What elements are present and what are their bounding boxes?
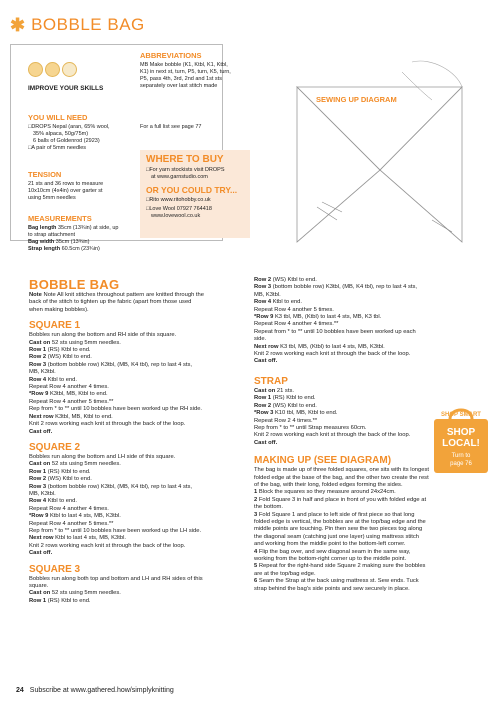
pattern-line: Row 4 Ktbl to end. xyxy=(29,376,78,383)
left-column xyxy=(29,277,257,605)
pattern-line: 3 Fold Square 1 and place to left side of first piece so that long xyxy=(254,511,415,518)
intro-line: Note Note All knit stitches throughout pattern are knitted through the xyxy=(29,292,204,298)
square1-heading: SQUARE 1 xyxy=(29,320,81,332)
intro-line: when making bobbles). xyxy=(29,306,89,313)
page-title: BOBBLE BAG xyxy=(31,15,145,34)
square2-heading: SQUARE 2 xyxy=(29,441,81,453)
page-footer xyxy=(16,687,174,694)
diagram-bottom-lines xyxy=(297,170,462,242)
square2-body xyxy=(29,454,257,558)
stockist-line: at www.garnstudio.com xyxy=(151,174,208,180)
need-line: 35% alpaca, 50g/75m) xyxy=(33,131,89,137)
pattern-line: Row 3 (bottom bobble row) K3tbl, (MB, K4 tbl), rep to last 4 sts, xyxy=(29,483,193,490)
diagram-needle-line xyxy=(402,72,432,100)
pattern-line: Cast off. xyxy=(254,439,278,446)
stockist-line: □For yarn stockists visit DROPS xyxy=(146,167,225,173)
diagram-title: SEWING UP DIAGRAM xyxy=(316,95,397,104)
diagram-strap-curve xyxy=(412,61,462,87)
pattern-line: Row 2 (WS) Ktbl to end. xyxy=(29,476,92,483)
skill-dot-icon xyxy=(45,62,60,77)
abbr-line: P5, pass 4th, 3rd, 2nd and 1st sts xyxy=(140,76,222,82)
making-up-heading: MAKING UP (SEE DIAGRAM) xyxy=(254,455,392,467)
pattern-line: the diagonal seam (catching just one layer) using mattress stitch xyxy=(254,533,419,540)
intro-line: back of the stitch to tighten up the fabric (apart from those used xyxy=(29,299,192,306)
abbreviations-section xyxy=(140,51,260,90)
pattern-line: are at the top/bag edge. xyxy=(254,570,316,577)
pattern-line: the bottom. xyxy=(254,504,284,511)
abbr-line: MB Make bobble (K1, Ktbl, K1, Ktbl, xyxy=(140,62,228,68)
pattern-line: Knit 2 rows working each knit st through the back of the loop. xyxy=(254,351,411,358)
tension-section xyxy=(28,170,138,202)
tension-heading: TENSION xyxy=(28,170,62,179)
pattern-line: folded edge at the base of the bag, and the other two create the rest xyxy=(254,474,429,481)
need-line: □DROPS Nepal (aran, 65% wool, xyxy=(28,124,110,130)
pattern-line: 2 Fold Square 3 in half and place in front of you with folded edge at xyxy=(254,496,427,503)
pattern-line: Bobbles run along both top and bottom and LH and RH sides of this xyxy=(29,575,203,582)
pattern-line: strap behind the bag's side points and sew securely in place. xyxy=(254,585,410,592)
pattern-line: Bobbles run along the bottom and LH side of this square. xyxy=(29,453,176,460)
pattern-line: of the bag, with their long, folded edges forming the sides. xyxy=(254,481,403,488)
pattern-line: Cast on 52 sts using 5mm needles. xyxy=(29,339,121,346)
pattern-line: Next row K3 tbl, MB, (Ktbl) to last 4 sts, MB, K3tbl. xyxy=(254,343,385,350)
pattern-line: Knit 2 rows working each knit st through the back of the loop. xyxy=(29,542,186,549)
pattern-line: Row 2 (WS) Ktbl to end. xyxy=(254,402,317,409)
square1-body xyxy=(29,332,257,436)
measure-line: to strap attachment xyxy=(28,232,76,238)
square3-body xyxy=(29,576,257,606)
pattern-line: 4 Flip the bag over, and sew diagonal seam in the same way, xyxy=(254,548,411,555)
strap-heading: STRAP xyxy=(254,375,288,387)
pattern-line: MB, K3tbl. xyxy=(29,490,56,497)
pattern-line: Repeat Row 4 another 4 times.** xyxy=(254,321,339,328)
pattern-line: and working from the middle point to the bottom-left corner. xyxy=(254,541,406,548)
pattern-line: Cast off. xyxy=(29,428,53,435)
pattern-line: Next row Ktbl to last 4 sts, MB, K3tbl. xyxy=(29,535,126,542)
pattern-line: 1 Block the squares so they measure around 24x24cm. xyxy=(254,489,396,496)
pattern-line: Next row K3tbl, MB, Ktbl to end. xyxy=(29,413,113,420)
pattern-line: *Row 9 K3 tbl, MB, (Ktbl) to last 4 sts, MB, K3 tbl. xyxy=(254,314,382,321)
pattern-line: Repeat Row 4 another 5 times. xyxy=(254,306,334,313)
diagram-left-triangle xyxy=(297,87,380,242)
page-number: 24 xyxy=(16,687,24,694)
pattern-line: Repeat Row 4 another 4 times. xyxy=(29,505,109,512)
you-will-need-section xyxy=(28,113,138,152)
pattern-line: Row 2 (WS) Ktbl to end. xyxy=(254,277,317,283)
badge-line1: SHOP SMART xyxy=(441,412,481,418)
pattern-heading: BOBBLE BAG xyxy=(29,277,120,292)
pattern-line: 5 Repeat for the right-hand side Square 2 making sure the bobbles xyxy=(254,563,426,570)
pattern-line: MB, K3tbl. xyxy=(254,291,281,298)
pattern-line: The bag is made up of three folded squares, one sits with its longest xyxy=(254,467,429,474)
pattern-line: Cast on 21 sts. xyxy=(254,387,294,394)
star-icon: ✱ xyxy=(10,14,26,35)
measure-line: Bag width 35cm (13¾in) xyxy=(28,239,90,245)
measurements-section xyxy=(28,214,138,253)
shop-local-badge xyxy=(430,405,492,475)
pattern-line: Row 4 Ktbl to end. xyxy=(29,498,78,505)
where-to-buy-box xyxy=(140,150,250,238)
abbreviations-see-note: For a full list see page 77 xyxy=(140,124,202,130)
pattern-line: *Row 9 K3tbl, MB, Ktbl to end. xyxy=(29,391,108,398)
measurements-heading: MEASUREMENTS xyxy=(28,214,92,223)
pattern-line: Row 1 (RS) Ktbl to end. xyxy=(254,395,316,402)
pattern-line: Rep from * to ** until 10 bobbles have been worked up the RH side. xyxy=(29,406,203,413)
pattern-line: Repeat Row 4 another 5 times.** xyxy=(29,520,114,527)
tension-line: 21 sts and 36 rows to measure xyxy=(28,181,104,187)
skills-label: IMPROVE YOUR SKILLS xyxy=(28,85,104,92)
badge-line5: page 76 xyxy=(450,461,472,467)
pattern-line: Cast on 52 sts using 5mm needles. xyxy=(29,461,121,468)
pattern-line: square. xyxy=(29,583,49,589)
abbr-line: separately over last stitch made xyxy=(140,83,218,89)
skill-level-indicator xyxy=(28,62,77,77)
stockist-line: □Rito www.ritohobby.co.uk xyxy=(146,197,211,203)
pattern-line: Row 3 (bottom bobble row) K3tbl, (MB, K4 tbl), rep to last 4 sts, xyxy=(29,361,193,368)
pattern-line: Row 1 (RS) Ktbl to end. xyxy=(29,468,91,475)
pattern-line: Cast on 52 sts using 5mm needles. xyxy=(29,590,121,597)
badge-line3: LOCAL! xyxy=(442,438,480,449)
pattern-line: MB, K3tbl. xyxy=(29,369,56,376)
tension-line: 10x10cm (4x4in) over garter st xyxy=(28,188,103,194)
pattern-line: Row 2 (WS) Ktbl to end. xyxy=(29,354,92,361)
pattern-line: Repeat from * to ** until 10 bobbles have been worked up each xyxy=(254,328,416,335)
pattern-line: Row 3 (bottom bobble row) K3tbl, (MB, K4 tbl), rep to last 4 sts, xyxy=(254,284,418,291)
subscribe-link[interactable]: Subscribe at www.gathered.how/simplyknitting xyxy=(29,687,174,694)
sewing-up-diagram xyxy=(262,52,500,252)
could-try-heading: OR YOU COULD TRY... xyxy=(146,185,238,195)
diagram-stitch-marks xyxy=(317,202,342,220)
stockist-line: www.lovewool.co.uk xyxy=(151,213,201,219)
need-line: 6 balls of Goldenrod (2923) xyxy=(33,138,100,144)
skill-dot-icon xyxy=(62,62,77,77)
pattern-line: Cast off. xyxy=(254,358,278,365)
skill-dot-icon xyxy=(28,62,43,77)
square3-heading: SQUARE 3 xyxy=(29,563,81,575)
where-to-buy-heading: WHERE TO BUY xyxy=(146,154,224,165)
pattern-line: middle points are touching. Pin then sew the two pieces tog along xyxy=(254,526,423,533)
pattern-line: Repeat Row 4 another 5 times.** xyxy=(29,398,114,405)
pattern-line: 6 Seam the Strap at the back using mattress st. Sew ends. Tuck xyxy=(254,578,419,585)
pattern-line: Repeat Row 2 4 times.** xyxy=(254,417,318,424)
pattern-line: Row 1 (RS) Ktbl to end. xyxy=(29,347,91,354)
making-up-body xyxy=(254,467,486,593)
square3-continued xyxy=(254,277,486,366)
badge-line2: SHOP xyxy=(446,427,476,438)
pattern-line: Row 4 Ktbl to end. xyxy=(254,299,303,306)
measure-line: Bag length 35cm (13¾in) at side, up xyxy=(28,225,119,231)
pattern-line: Repeat Row 4 another 4 times. xyxy=(29,384,109,391)
pattern-line: *Row 9 Ktbl to last 4 sts, MB, K3tbl. xyxy=(29,513,121,520)
pattern-line: Knit 2 rows working each knit st through the back of the loop. xyxy=(29,421,186,428)
measure-line: Strap length 60.5cm (23¾in) xyxy=(28,246,100,252)
badge-line4: Turn to xyxy=(451,453,471,459)
pattern-line: folded edge is vertical, the bobbles are at the top/bag edge and the xyxy=(254,518,426,525)
pattern-line: working from the bottom-right corner up to the middle point. xyxy=(254,556,407,562)
need-line: □A pair of 5mm needles xyxy=(28,145,87,151)
pattern-line: Bobbles run along the bottom and RH side of this square. xyxy=(29,332,177,339)
pattern-line: Row 1 (RS) Ktbl to end. xyxy=(29,597,91,604)
stockist-line: □Love Wool 07927 764418 xyxy=(146,206,212,212)
abbr-line: K1) in next st, turn, P5, turn, K5, turn, xyxy=(140,69,231,75)
abbreviations-heading: ABBREVIATIONS xyxy=(140,51,202,60)
diagram-stitch-marks-right xyxy=(432,220,452,232)
pattern-line: Rep from * to ** until Strap measures 60cm. xyxy=(254,424,367,431)
tension-line: using 5mm needles xyxy=(28,195,76,201)
page-header xyxy=(10,14,145,36)
pattern-line: Cast off. xyxy=(29,550,53,557)
you-will-need-heading: YOU WILL NEED xyxy=(28,113,88,122)
diagram-right-triangle xyxy=(380,87,462,242)
pattern-line: Knit 2 rows working each knit st through the back of the loop. xyxy=(254,432,411,439)
pattern-line: *Row 3 K10 tbl, MB, Ktbl to end. xyxy=(254,410,338,417)
pattern-line: side. xyxy=(254,336,267,343)
pattern-line: Rep from * to ** until 10 bobbles have been worked up the LH side. xyxy=(29,527,202,534)
